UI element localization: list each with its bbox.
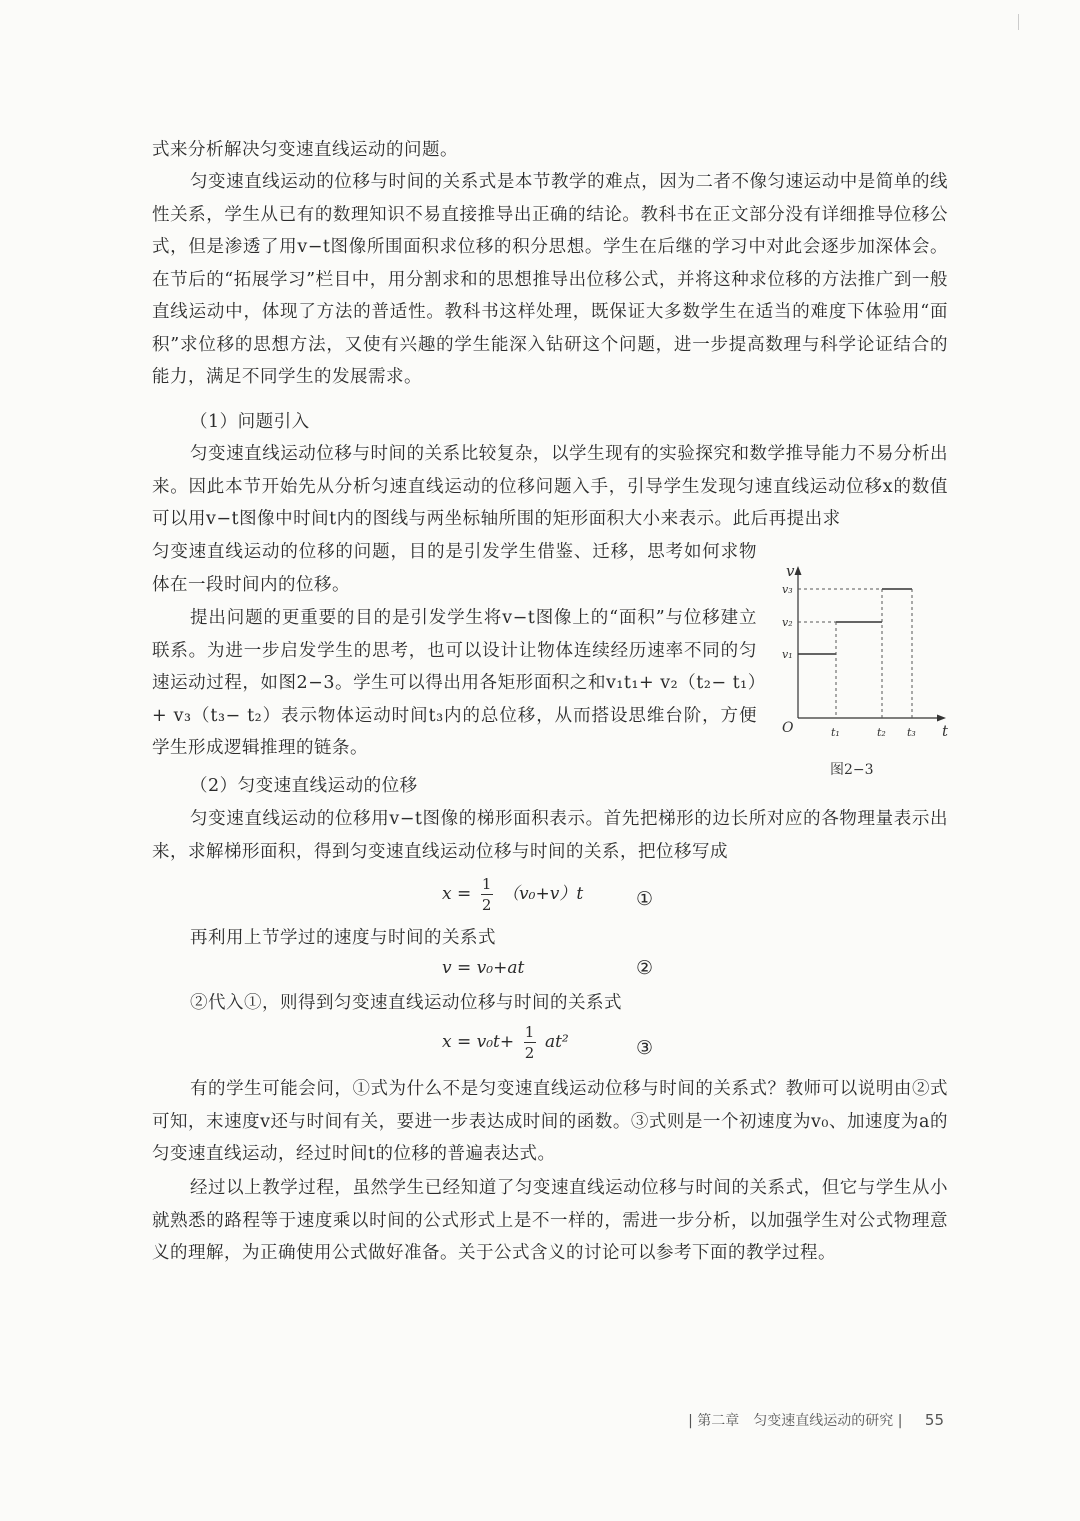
paragraph-6: 再利用上节学过的速度与时间的关系式	[190, 928, 496, 948]
paragraph-3a: 匀变速直线运动位移与时间的关系比较复杂，以学生现有的实验探究和数学推导能力不易分析出来。因此本节开始先从分析匀速直线运动的位移问题入手，引导学生发现匀速直线运动位移x的数值可以用v−t图像中时间t内的图线与两坐标轴所围的矩形面积大小来表示。此后再提出求	[152, 444, 948, 529]
eq3-numerator: 1	[524, 1023, 535, 1041]
tick-t1: t₁	[831, 726, 840, 739]
eq3-fraction	[524, 1024, 536, 1061]
equation-3	[442, 1024, 569, 1061]
equation-2: v = v₀+at	[442, 958, 525, 978]
figure-caption: 图2−3	[830, 762, 874, 778]
eq3-rhs: at²	[544, 1032, 569, 1052]
axis-label-v: v	[786, 562, 795, 580]
eq1-numerator: 1	[481, 875, 492, 893]
footer-chapter: | 第二章 匀变速直线运动的研究 |	[688, 1413, 903, 1429]
x-axis-arrow	[937, 715, 946, 722]
equation-3-label: ③	[636, 1037, 654, 1059]
eq1-fraction	[481, 876, 493, 913]
equation-2-label: ②	[636, 957, 654, 979]
paragraph-9: 经过以上教学过程，虽然学生已经知道了匀变速直线运动位移与时间的关系式，但它与学生从小就熟悉的路程等于速度乘以时间的公式形式上是不一样的，需进一步分析，以加强学生对公式物理意义的理解，为正确使用公式做好准备。关于公式含义的讨论可以参考下面的教学过程。	[152, 1178, 948, 1263]
paragraph-2: 匀变速直线运动的位移与时间的关系式是本节教学的难点，因为二者不像匀速运动中是简单的线性关系，学生从已有的数理知识不易直接推导出正确的结论。教科书在正文部分没有详细推导位移公式，但是渗透了用v−t图像所围面积求位移的积分思想。学生在后继的学习中对此会逐步加深体会。在节后的“拓展学习”栏目中，用分割求和的思想推导出位移公式，并将这种求位移的方法推广到一般直线运动中，体现了方法的普适性。教科书这样处理，既保证大多数学生在适当的难度下体验用“面积”求位移的思想方法，又使有兴趣的学生能深入钻研这个问题，进一步提高数理与科学论证结合的能力，满足不同学生的发展需求。	[152, 172, 948, 387]
tick-t3: t₃	[907, 726, 916, 739]
paragraph-5: 匀变速直线运动的位移用v−t图像的梯形面积表示。首先把梯形的边长所对应的各物理量表示出来，求解梯形面积，得到匀变速直线运动位移与时间的关系，把位移写成	[152, 809, 948, 862]
eq3-denominator: 2	[524, 1044, 535, 1062]
figure-2-3	[770, 560, 960, 780]
eq1-lhs: x =	[442, 884, 472, 904]
paragraph-7: ②代入①，则得到匀变速直线运动位移与时间的关系式	[190, 993, 622, 1013]
eq1-rhs: （v₀+v）t	[502, 884, 584, 904]
equation-1-label: ①	[636, 888, 654, 910]
paragraph-8: 有的学生可能会问，①式为什么不是匀变速直线运动位移与时间的关系式？教师可以说明由②式可知，末速度v还与时间有关，要进一步表达成时间的函数。③式则是一个初速度为v₀、加速度为a的匀变速直线运动，经过时间t的位移的普遍表达式。	[152, 1079, 948, 1164]
paragraph-1: 式来分析解决匀变速直线运动的问题。	[152, 140, 458, 160]
heading-displacement: （2）匀变速直线运动的位移	[190, 776, 418, 796]
equation-1	[442, 876, 583, 913]
eq1-fraction-bar	[481, 894, 493, 895]
y-axis-arrow	[795, 566, 802, 575]
paragraph-4: 提出问题的更重要的目的是引发学生将v−t图像上的“面积”与位移建立联系。为进一步启发学生的思考，也可以设计让物体连续经历速率不同的匀速运动过程，如图2−3。学生可以得出用各矩形面积之和v₁t₁+ v₂（t₂− t₁）+ v₃（t₃− t₂）表示物体运动时间t₃内的总位移，从而搭设思维台阶，方便学生形成逻辑推理的链条。	[152, 608, 757, 758]
axis-label-t: t	[942, 722, 949, 740]
scan-mark	[1018, 14, 1019, 30]
origin-label: O	[782, 720, 794, 736]
eq3-lhs: x = v₀t+	[442, 1032, 515, 1052]
heading-problem-intro: （1）问题引入	[190, 412, 310, 432]
tick-t2: t₂	[877, 726, 886, 739]
eq1-denominator: 2	[481, 896, 492, 914]
tick-v1: v₁	[782, 648, 793, 661]
tick-v3: v₃	[782, 583, 793, 596]
page-footer	[688, 1410, 944, 1430]
paragraph-3b: 匀变速直线运动的位移的问题，目的是引发学生借鉴、迁移，思考如何求物体在一段时间内的位移。	[152, 542, 757, 595]
tick-v2: v₂	[782, 616, 793, 629]
page-number: 55	[924, 1411, 944, 1429]
eq3-fraction-bar	[524, 1042, 536, 1043]
